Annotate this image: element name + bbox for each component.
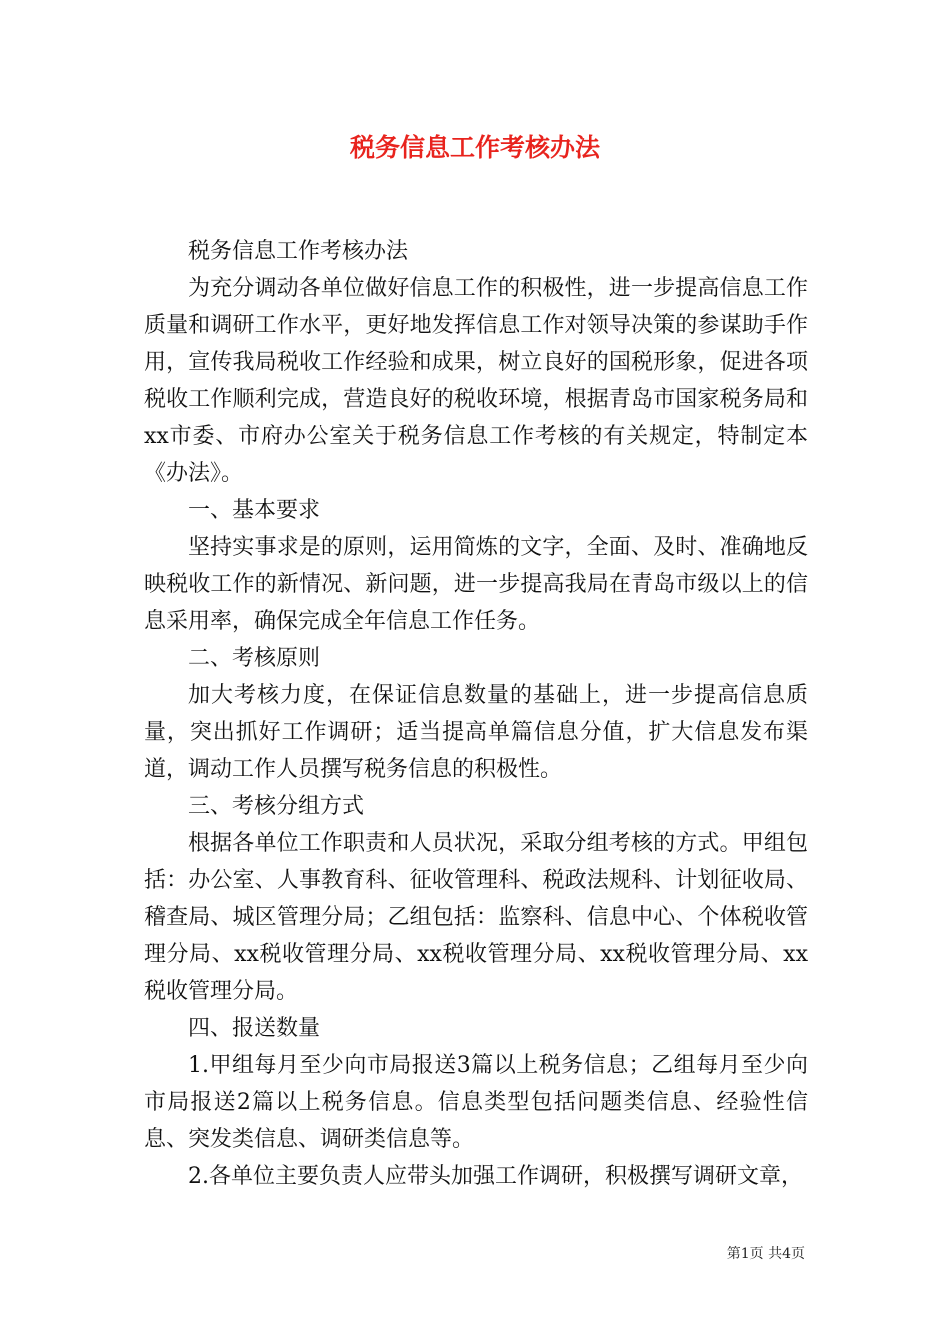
paragraph-submission-item-1: 1.甲组每月至少向市局报送3篇以上税务信息；乙组每月至少向市局报送2篇以上税务信息。信息类型包括问题类信息、经验性信息、突发类信息、调研类信息等。	[144, 1053, 808, 1152]
section-heading-grouping: 三、考核分组方式	[188, 794, 365, 819]
section-heading-assessment-principles: 二、考核原则	[188, 646, 321, 671]
paragraph-basic-requirements: 坚持实事求是的原则，运用简炼的文字，全面、及时、准确地反映税收工作的新情况、新问题，进一步提高我局在青岛市级以上的信息采用率，确保完成全年信息工作任务。	[144, 535, 808, 634]
paragraph-subtitle: 税务信息工作考核办法	[188, 239, 409, 264]
paragraph-grouping: 根据各单位工作职责和人员状况，采取分组考核的方式。甲组包括：办公室、人事教育科、征收管理科、税政法规科、计划征收局、稽查局、城区管理分局；乙组包括：监察科、信息中心、个体税收管理分局、xx税收管理分局、xx税收管理分局、xx税收管理分局、xx税收管理分局。	[144, 831, 808, 1004]
paragraph-intro: 为充分调动各单位做好信息工作的积极性，进一步提高信息工作质量和调研工作水平，更好地发挥信息工作对领导决策的参谋助手作用，宣传我局税收工作经验和成果，树立良好的国税形象，促进各项税收工作顺利完成，营造良好的税收环境，根据青岛市国家税务局和xx市委、市府办公室关于税务信息工作考核的有关规定，特制定本《办法》。	[144, 276, 808, 486]
paragraph-submission-item-2: 2.各单位主要负责人应带头加强工作调研，积极撰写调研文章，	[188, 1164, 803, 1189]
section-heading-submission-quantity: 四、报送数量	[188, 1016, 321, 1041]
paragraph-assessment-principles: 加大考核力度，在保证信息数量的基础上，进一步提高信息质量，突出抓好工作调研；适当提高单篇信息分值，扩大信息发布渠道，调动工作人员撰写税务信息的积极性。	[144, 683, 808, 782]
section-heading-basic-requirements: 一、基本要求	[188, 498, 321, 523]
page-title: 税务信息工作考核办法	[349, 133, 600, 162]
document-body	[144, 233, 808, 1195]
page-number-footer: 第1页 共4页	[726, 1246, 805, 1262]
